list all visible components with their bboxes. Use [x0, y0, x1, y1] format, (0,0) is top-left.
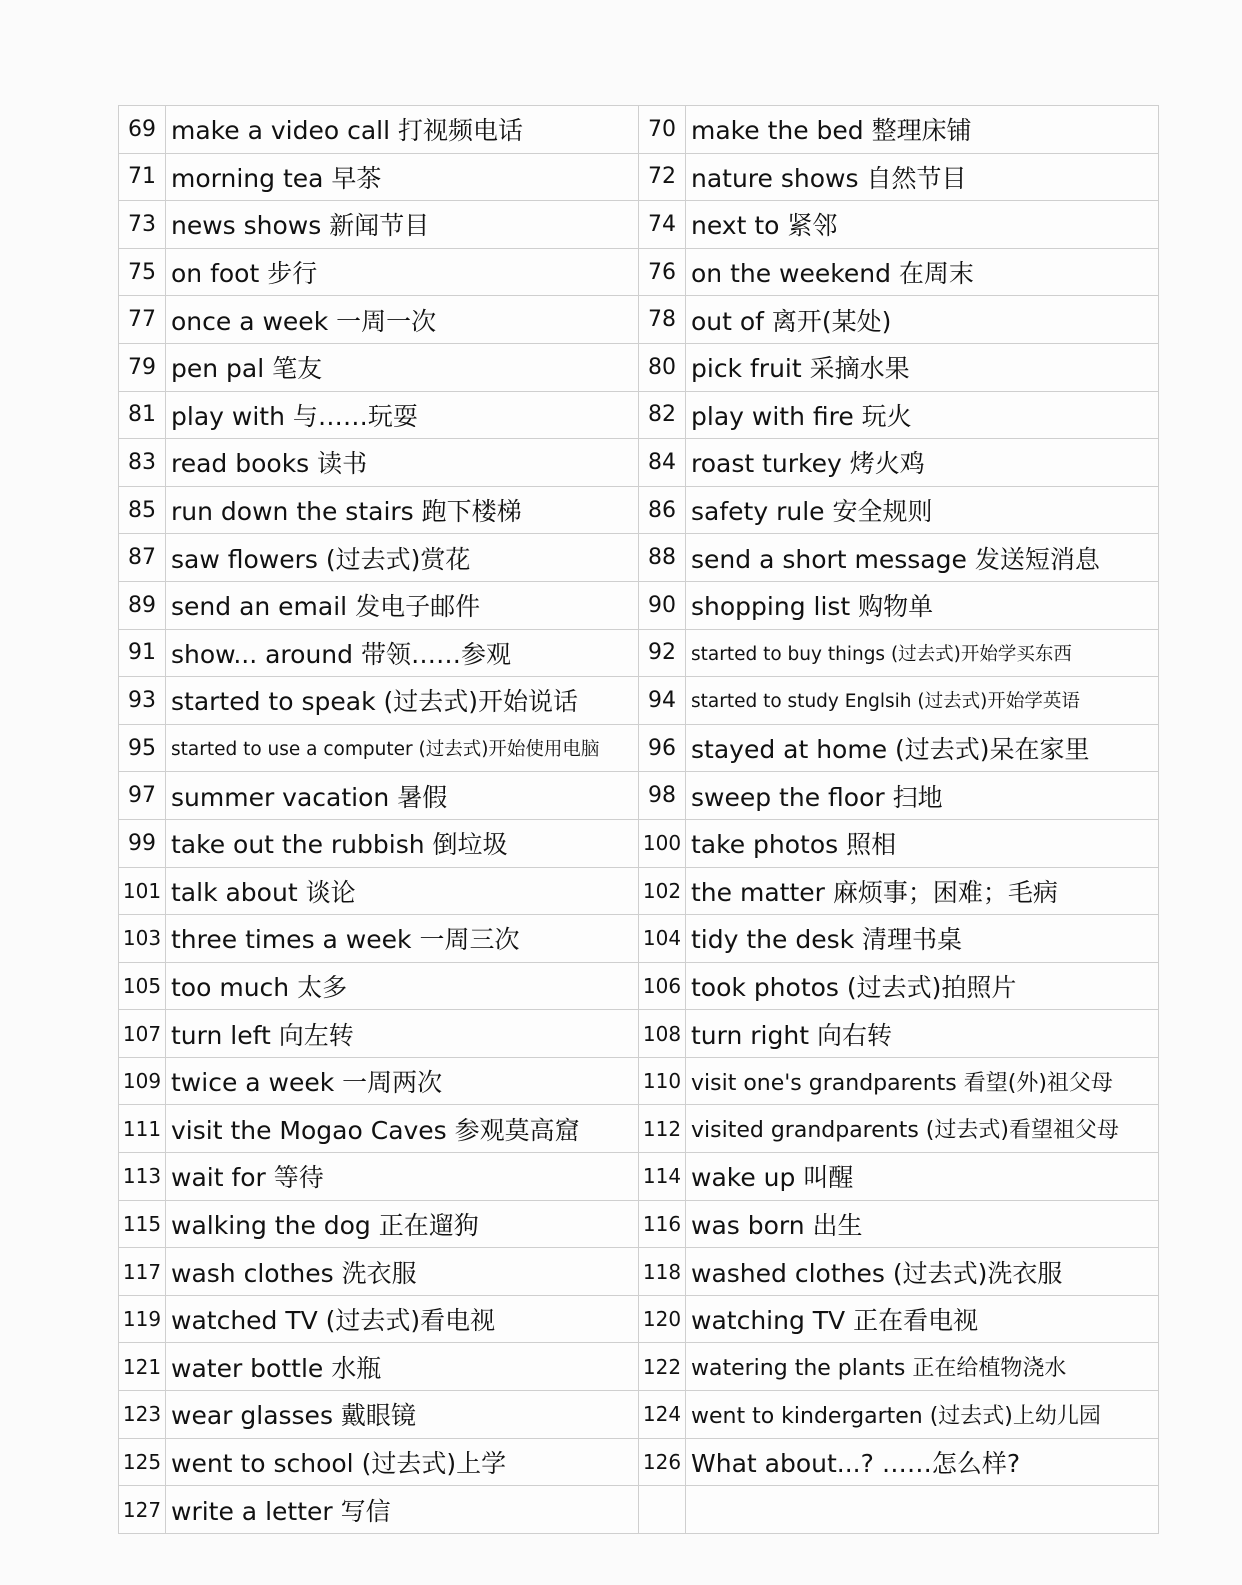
entry-phrase: talk about 谈论: [166, 867, 639, 915]
entry-number: 105: [119, 962, 166, 1010]
entry-number: 104: [639, 915, 686, 963]
vocabulary-table: [118, 105, 1159, 1534]
entry-phrase: watching TV 正在看电视: [686, 1295, 1159, 1343]
entry-phrase: turn right 向右转: [686, 1010, 1159, 1058]
entry-phrase: wait for 等待: [166, 1153, 639, 1201]
entry-number: 101: [119, 867, 166, 915]
entry-number: 127: [119, 1486, 166, 1534]
entry-number: 109: [119, 1057, 166, 1105]
entry-phrase: take photos 照相: [686, 819, 1159, 867]
entry-phrase: on foot 步行: [166, 248, 639, 296]
vocabulary-table-body: [119, 106, 1159, 1534]
entry-number: 76: [639, 248, 686, 296]
table-row: [119, 772, 1159, 820]
entry-phrase: [686, 1486, 1159, 1534]
entry-phrase: too much 太多: [166, 962, 639, 1010]
table-row: [119, 343, 1159, 391]
entry-phrase: next to 紧邻: [686, 201, 1159, 249]
entry-number: 77: [119, 296, 166, 344]
entry-number: 112: [639, 1105, 686, 1153]
entry-number: 91: [119, 629, 166, 677]
table-row: [119, 819, 1159, 867]
entry-number: [639, 1486, 686, 1534]
entry-number: 117: [119, 1248, 166, 1296]
entry-phrase: What about...? ……怎么样?: [686, 1438, 1159, 1486]
entry-phrase: take out the rubbish 倒垃圾: [166, 819, 639, 867]
entry-phrase: on the weekend 在周末: [686, 248, 1159, 296]
entry-number: 87: [119, 534, 166, 582]
table-row: [119, 248, 1159, 296]
entry-number: 96: [639, 724, 686, 772]
table-row: [119, 581, 1159, 629]
entry-phrase: wake up 叫醒: [686, 1153, 1159, 1201]
entry-number: 103: [119, 915, 166, 963]
entry-number: 73: [119, 201, 166, 249]
entry-number: 93: [119, 677, 166, 725]
entry-number: 81: [119, 391, 166, 439]
entry-number: 120: [639, 1295, 686, 1343]
entry-phrase: turn left 向左转: [166, 1010, 639, 1058]
entry-phrase: washed clothes (过去式)洗衣服: [686, 1248, 1159, 1296]
entry-phrase: make the bed 整理床铺: [686, 106, 1159, 154]
entry-phrase: pick fruit 采摘水果: [686, 343, 1159, 391]
entry-number: 100: [639, 819, 686, 867]
entry-phrase: shopping list 购物单: [686, 581, 1159, 629]
entry-phrase: out of 离开(某处): [686, 296, 1159, 344]
entry-number: 85: [119, 486, 166, 534]
entry-number: 115: [119, 1200, 166, 1248]
entry-number: 79: [119, 343, 166, 391]
entry-phrase: twice a week 一周两次: [166, 1057, 639, 1105]
entry-phrase: started to use a computer (过去式)开始使用电脑: [166, 724, 639, 772]
entry-number: 95: [119, 724, 166, 772]
entry-phrase: saw flowers (过去式)赏花: [166, 534, 639, 582]
table-row: [119, 1486, 1159, 1534]
entry-number: 114: [639, 1153, 686, 1201]
table-row: [119, 106, 1159, 154]
entry-phrase: visited grandparents (过去式)看望祖父母: [686, 1105, 1159, 1153]
entry-number: 121: [119, 1343, 166, 1391]
entry-phrase: watering the plants 正在给植物浇水: [686, 1343, 1159, 1391]
entry-phrase: run down the stairs 跑下楼梯: [166, 486, 639, 534]
table-row: [119, 867, 1159, 915]
entry-phrase: tidy the desk 清理书桌: [686, 915, 1159, 963]
entry-phrase: the matter 麻烦事；困难；毛病: [686, 867, 1159, 915]
entry-phrase: roast turkey 烤火鸡: [686, 439, 1159, 487]
table-row: [119, 201, 1159, 249]
table-row: [119, 1153, 1159, 1201]
entry-phrase: once a week 一周一次: [166, 296, 639, 344]
entry-number: 83: [119, 439, 166, 487]
entry-number: 82: [639, 391, 686, 439]
entry-number: 111: [119, 1105, 166, 1153]
entry-phrase: went to kindergarten (过去式)上幼儿园: [686, 1391, 1159, 1439]
table-row: [119, 724, 1159, 772]
entry-phrase: wash clothes 洗衣服: [166, 1248, 639, 1296]
entry-number: 106: [639, 962, 686, 1010]
table-row: [119, 1057, 1159, 1105]
table-row: [119, 1010, 1159, 1058]
table-row: [119, 629, 1159, 677]
entry-phrase: send a short message 发送短消息: [686, 534, 1159, 582]
table-row: [119, 915, 1159, 963]
entry-phrase: show... around 带领……参观: [166, 629, 639, 677]
entry-number: 118: [639, 1248, 686, 1296]
entry-phrase: wear glasses 戴眼镜: [166, 1391, 639, 1439]
entry-phrase: make a video call 打视频电话: [166, 106, 639, 154]
entry-phrase: started to buy things (过去式)开始学买东西: [686, 629, 1159, 677]
entry-number: 113: [119, 1153, 166, 1201]
entry-number: 72: [639, 153, 686, 201]
entry-number: 75: [119, 248, 166, 296]
entry-phrase: play with 与……玩耍: [166, 391, 639, 439]
entry-number: 69: [119, 106, 166, 154]
entry-number: 125: [119, 1438, 166, 1486]
entry-number: 110: [639, 1057, 686, 1105]
entry-phrase: visit the Mogao Caves 参观莫高窟: [166, 1105, 639, 1153]
entry-phrase: started to study Englsih (过去式)开始学英语: [686, 677, 1159, 725]
entry-phrase: summer vacation 暑假: [166, 772, 639, 820]
entry-number: 108: [639, 1010, 686, 1058]
table-row: [119, 1343, 1159, 1391]
table-row: [119, 1200, 1159, 1248]
entry-phrase: visit one's grandparents 看望(外)祖父母: [686, 1057, 1159, 1105]
table-row: [119, 153, 1159, 201]
entry-phrase: pen pal 笔友: [166, 343, 639, 391]
entry-phrase: news shows 新闻节目: [166, 201, 639, 249]
entry-phrase: sweep the floor 扫地: [686, 772, 1159, 820]
entry-number: 74: [639, 201, 686, 249]
entry-number: 84: [639, 439, 686, 487]
entry-number: 71: [119, 153, 166, 201]
entry-number: 94: [639, 677, 686, 725]
entry-phrase: was born 出生: [686, 1200, 1159, 1248]
entry-phrase: read books 读书: [166, 439, 639, 487]
table-row: [119, 486, 1159, 534]
entry-phrase: took photos (过去式)拍照片: [686, 962, 1159, 1010]
table-row: [119, 1248, 1159, 1296]
entry-number: 92: [639, 629, 686, 677]
entry-phrase: went to school (过去式)上学: [166, 1438, 639, 1486]
entry-number: 102: [639, 867, 686, 915]
entry-number: 86: [639, 486, 686, 534]
table-row: [119, 1105, 1159, 1153]
entry-number: 89: [119, 581, 166, 629]
entry-number: 98: [639, 772, 686, 820]
entry-phrase: safety rule 安全规则: [686, 486, 1159, 534]
entry-phrase: nature shows 自然节目: [686, 153, 1159, 201]
entry-number: 126: [639, 1438, 686, 1486]
entry-phrase: morning tea 早茶: [166, 153, 639, 201]
table-row: [119, 391, 1159, 439]
table-row: [119, 962, 1159, 1010]
entry-number: 119: [119, 1295, 166, 1343]
entry-number: 80: [639, 343, 686, 391]
entry-phrase: play with fire 玩火: [686, 391, 1159, 439]
entry-phrase: stayed at home (过去式)呆在家里: [686, 724, 1159, 772]
entry-phrase: three times a week 一周三次: [166, 915, 639, 963]
entry-number: 124: [639, 1391, 686, 1439]
entry-number: 90: [639, 581, 686, 629]
entry-phrase: write a letter 写信: [166, 1486, 639, 1534]
table-row: [119, 534, 1159, 582]
table-row: [119, 677, 1159, 725]
table-row: [119, 296, 1159, 344]
entry-phrase: watched TV (过去式)看电视: [166, 1295, 639, 1343]
entry-phrase: water bottle 水瓶: [166, 1343, 639, 1391]
table-row: [119, 439, 1159, 487]
entry-phrase: started to speak (过去式)开始说话: [166, 677, 639, 725]
entry-number: 70: [639, 106, 686, 154]
entry-number: 99: [119, 819, 166, 867]
entry-number: 107: [119, 1010, 166, 1058]
entry-number: 97: [119, 772, 166, 820]
table-row: [119, 1438, 1159, 1486]
entry-number: 88: [639, 534, 686, 582]
entry-number: 78: [639, 296, 686, 344]
entry-phrase: walking the dog 正在遛狗: [166, 1200, 639, 1248]
table-row: [119, 1391, 1159, 1439]
entry-number: 123: [119, 1391, 166, 1439]
table-row: [119, 1295, 1159, 1343]
entry-phrase: send an email 发电子邮件: [166, 581, 639, 629]
entry-number: 122: [639, 1343, 686, 1391]
entry-number: 116: [639, 1200, 686, 1248]
